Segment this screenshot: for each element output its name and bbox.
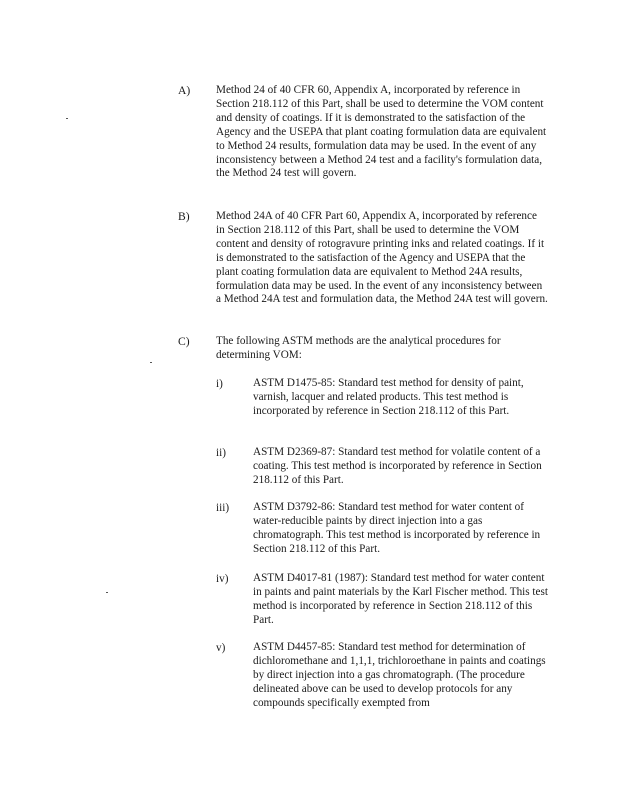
paragraph-b-label: B) [178,210,190,223]
subitem-i-label: i) [216,378,223,390]
subitem-iii-text: ASTM D3792-86: Standard test method for water content of water-reducible paints by direct injection into a gas chromatograph. This test method is incorporated by reference in Section 218.112 of this Part. [253,501,541,555]
subitem-v-label: v) [216,642,226,654]
paragraph-c-text: The following ASTM methods are the analytical procedures for determining VOM: [216,335,501,361]
scan-speck [106,592,108,593]
subitem-iv-text: ASTM D4017-81 (1987): Standard test method for water content in paints and paint materials by the Karl Fischer method. This test method is incorporated by reference in Section 218.112 of this Part. [253,572,548,626]
subitem-ii-label: ii) [216,447,226,459]
subitem-v-text: ASTM D4457-85: Standard test method for determination of dichloromethane and 1,1,1, trichloroethane in paints and coatings by direct injection into a gas chromatograph. (The procedure delineated above can be used to develop protocols for any compounds specifically exempted from [253,641,546,709]
scan-speck [150,362,152,363]
paragraph-a-label: A) [178,84,191,97]
subitem-ii-text: ASTM D2369-87: Standard test method for volatile content of a coating. This test method is incorporated by reference in Section 218.112 of this Part. [253,446,542,486]
paragraph-c-label: C) [178,335,190,348]
scan-speck [66,118,68,119]
subitem-iv-label: iv) [216,573,229,585]
paragraph-a-text: Method 24 of 40 CFR 60, Appendix A, incorporated by reference in Section 218.112 of this Part, shall be used to determine the VOM content and density of coatings. If it is demonstrated to the satisfaction of the Agency and the USEPA that plant coating formulation data are equivalent to Method 24 results, formulation data may be used. In the event of any inconsistency between a Method 24 test and a facility's formulation data, the Method 24 test will govern. [216,84,547,180]
paragraph-b-text: Method 24A of 40 CFR Part 60, Appendix A, incorporated by reference in Section 218.112 of this Part, shall be used to determine the VOM content and density of rotogravure printing inks and related coatings. If it is demonstrated to the satisfaction of the Agency and USEPA that the plant coating formulation data are equivalent to Method 24A results, formulation data may be used. In the event of any inconsistency between a Method 24A test and formulation data, the Method 24A test will govern. [216,210,548,306]
subitem-iii-label: iii) [216,502,230,514]
subitem-i-text: ASTM D1475-85: Standard test method for density of paint, varnish, lacquer and related products. This test method is incorporated by reference in Section 218.112 of this Part. [253,377,524,417]
